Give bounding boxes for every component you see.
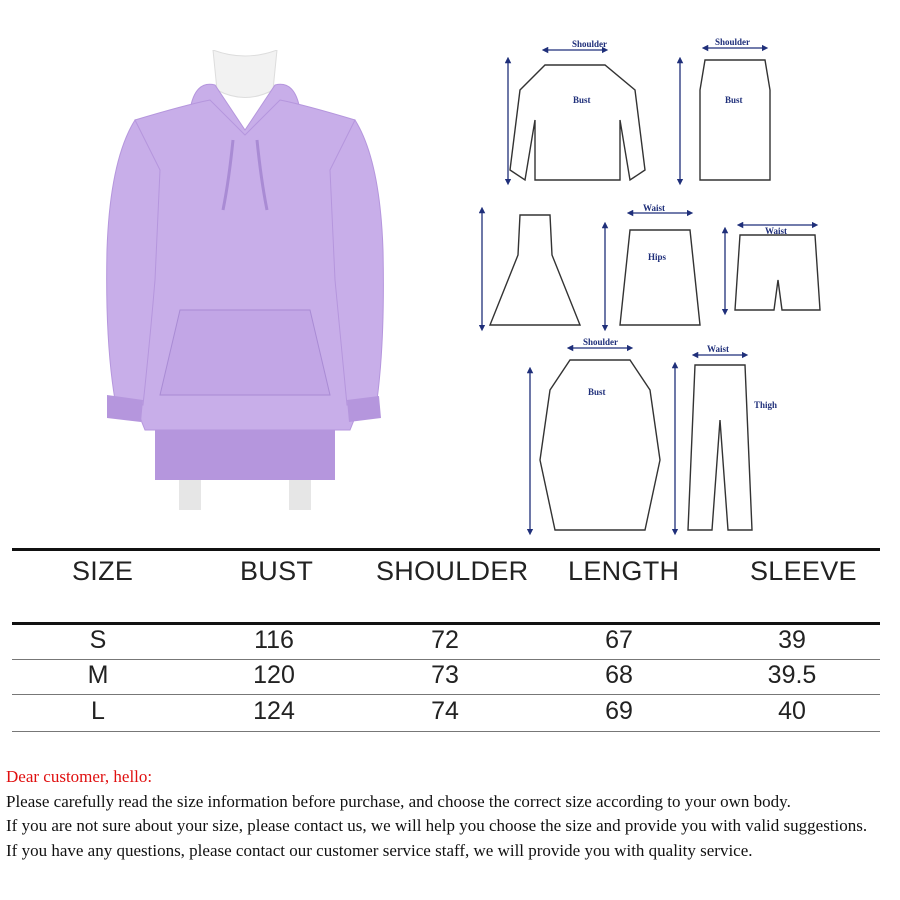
cell-sleeve: 39	[778, 626, 806, 654]
notice-line: If you are not sure about your size, please contact us, we will help you choose the size and provide you with valid suggestions.	[6, 816, 868, 835]
header-shoulder: SHOULDER	[376, 556, 529, 586]
table-top-rule	[12, 548, 880, 551]
cell-length: 69	[605, 697, 633, 725]
header-size: SIZE	[72, 556, 134, 586]
label-bust-coat: Bust	[588, 387, 606, 397]
cell-sleeve: 40	[778, 697, 806, 725]
label-waist-pants: Waist	[707, 344, 730, 354]
cell-size: S	[89, 626, 107, 654]
label-shoulder-shirt: Shoulder	[572, 39, 608, 49]
cell-length: 68	[605, 661, 633, 689]
label-thigh-pants: Thigh	[754, 400, 778, 410]
header-sleeve: SLEEVE	[750, 556, 857, 586]
cell-length: 67	[605, 626, 633, 654]
measurement-guide-diagram	[470, 30, 850, 540]
row-divider	[12, 694, 880, 695]
label-waist-skirt: Waist	[643, 203, 666, 213]
label-bust-vest: Bust	[725, 95, 743, 105]
cell-shoulder: 74	[431, 697, 459, 725]
cell-size: L	[91, 697, 105, 725]
hoodie-product-image	[95, 50, 395, 510]
table-row	[12, 626, 880, 660]
notice-line: If you have any questions, please contact our customer service staff, we will provide you with quality service.	[6, 840, 753, 860]
cell-bust: 120	[253, 661, 295, 689]
table-bottom-rule	[12, 731, 880, 732]
header-bust: BUST	[240, 556, 314, 586]
notice-greeting: Dear customer, hello:	[6, 767, 153, 786]
cell-sleeve: 39.5	[767, 661, 817, 689]
customer-notice	[6, 765, 896, 863]
header-length: LENGTH	[568, 556, 680, 586]
notice-line: Please carefully read the size information before purchase, and choose the correct size according to your own body.	[6, 791, 791, 811]
label-hips-skirt: Hips	[648, 252, 667, 262]
label-waist-shorts: Waist	[765, 226, 788, 236]
table-header-rule	[12, 622, 880, 625]
row-divider	[12, 659, 880, 660]
cell-shoulder: 72	[431, 626, 459, 654]
table-row	[12, 697, 880, 731]
label-bust-shirt: Bust	[573, 95, 591, 105]
cell-bust: 116	[254, 626, 294, 654]
label-shoulder-coat: Shoulder	[583, 337, 619, 347]
cell-shoulder: 73	[431, 661, 459, 689]
cell-size: M	[87, 661, 109, 689]
cell-bust: 124	[253, 697, 295, 725]
label-shoulder-vest: Shoulder	[715, 37, 751, 47]
table-row	[12, 661, 880, 695]
